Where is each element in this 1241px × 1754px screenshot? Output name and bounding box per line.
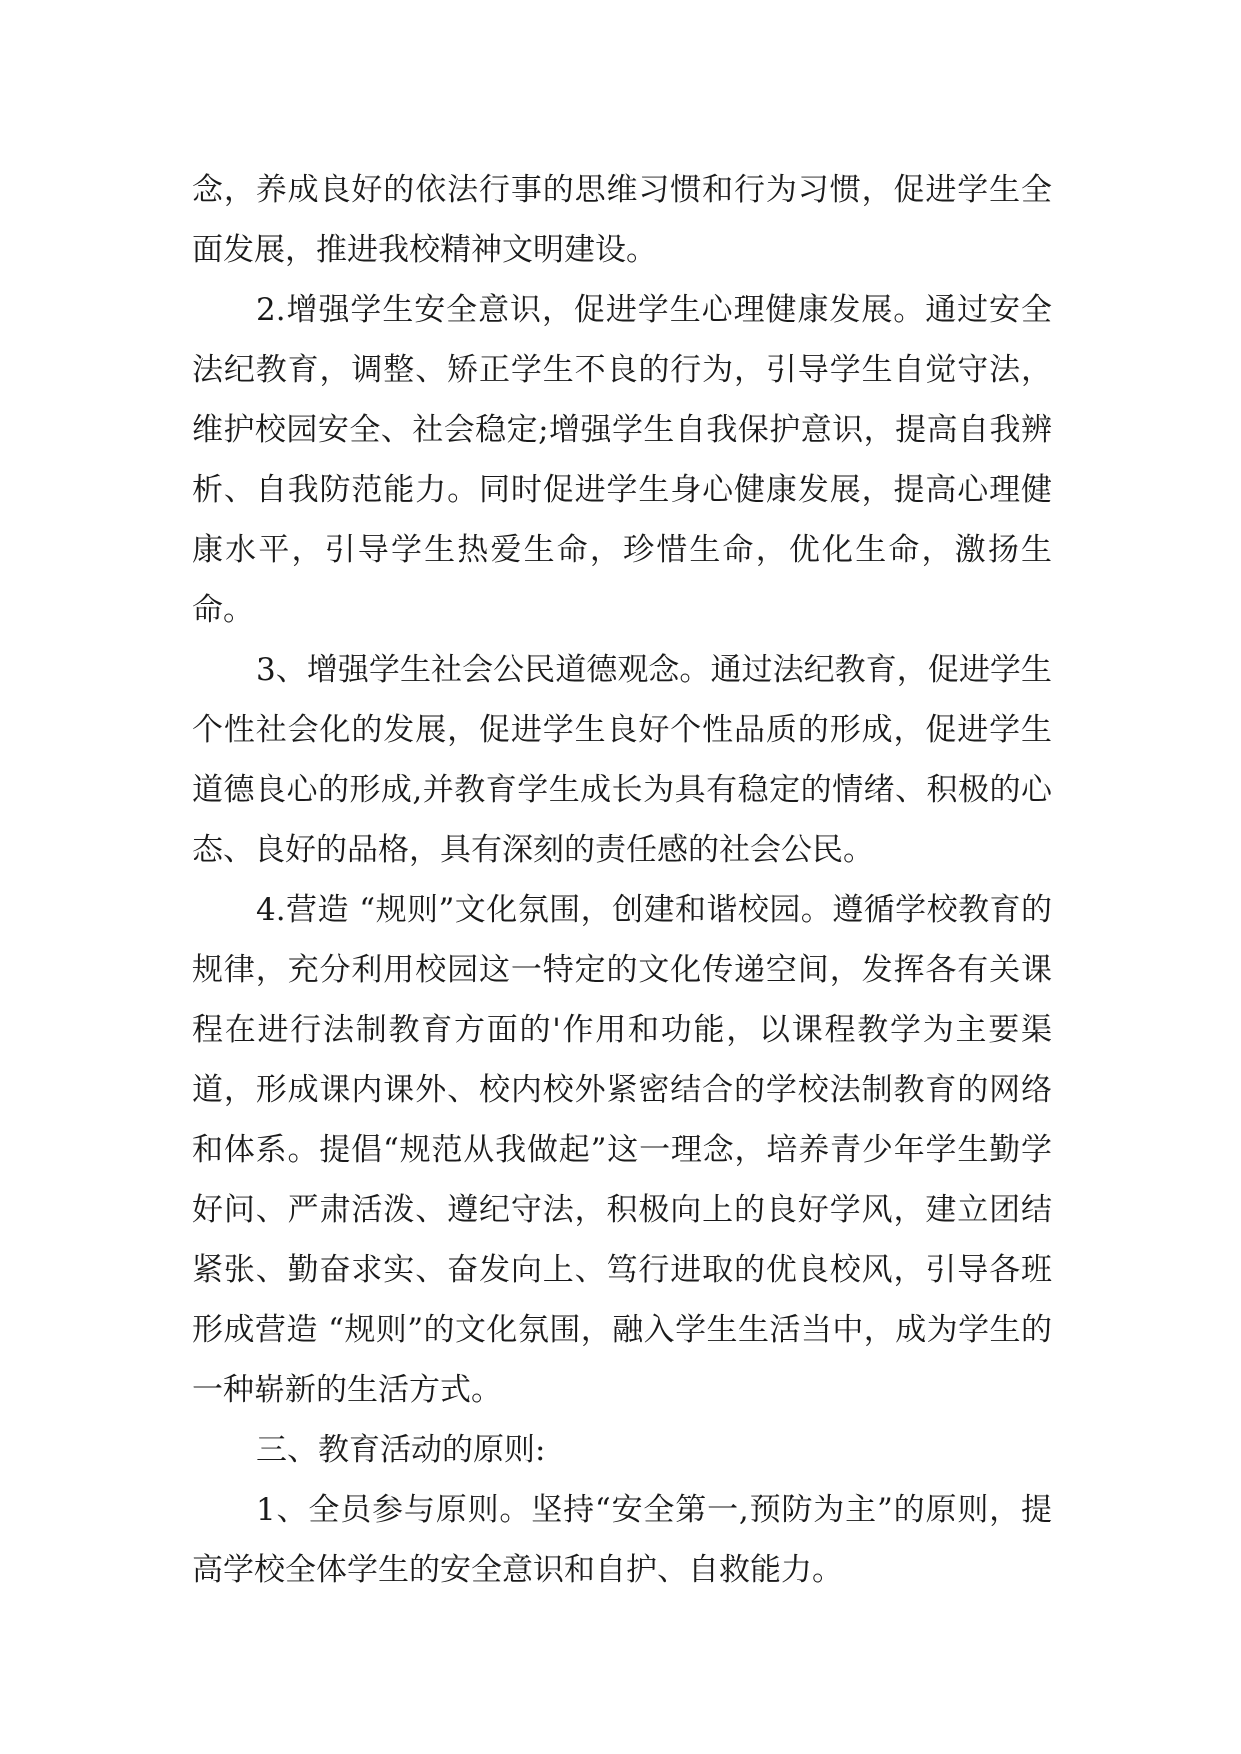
paragraph-item-4: 4.营造 “规则”文化氛围，创建和谐校园。遵循学校教育的规律，充分利用校园这一特定的文化传递空间，发挥各有关课程在进行法制教育方面的'作用和功能，以课程教学为主要渠道，形成课内课外、校内校外紧密结合的学校法制教育的网络和体系。提倡“规范从我做起”这一理念，培养青少年学生勤学好问、严肃活泼、遵纪守法，积极向上的良好学风，建立团结紧张、勤奋求实、奋发向上、笃行进取的优良校风，引导各班形成营造 “规则”的文化氛围，融入学生生活当中，成为学生的一种崭新的生活方式。 <box>192 892 1052 1408</box>
paragraph-principle-1: 1、全员参与原则。坚持“安全第一,预防为主”的原则，提高学校全体学生的安全意识和自护、自救能力。 <box>192 1492 1052 1588</box>
paragraph-item-2: 2.增强学生安全意识，促进学生心理健康发展。通过安全法纪教育，调整、矫正学生不良的行为，引导学生自觉守法，维护校园安全、社会稳定;增强学生自我保护意识，提高自我辨析、自我防范能力。同时促进学生身心健康发展，提高心理健康水平，引导学生热爱生命，珍惜生命，优化生命，激扬生命。 <box>192 292 1052 628</box>
document-body <box>192 160 1052 1600</box>
section-heading-principles: 三、教育活动的原则: <box>256 1432 546 1468</box>
paragraph-continuation: 念，养成良好的依法行事的思维习惯和行为习惯，促进学生全面发展，推进我校精神文明建设。 <box>192 172 1052 268</box>
paragraph-item-3: 3、增强学生社会公民道德观念。通过法纪教育，促进学生个性社会化的发展，促进学生良好个性品质的形成，促进学生道德良心的形成,并教育学生成长为具有稳定的情绪、积极的心态、良好的品格，具有深刻的责任感的社会公民。 <box>192 652 1052 868</box>
